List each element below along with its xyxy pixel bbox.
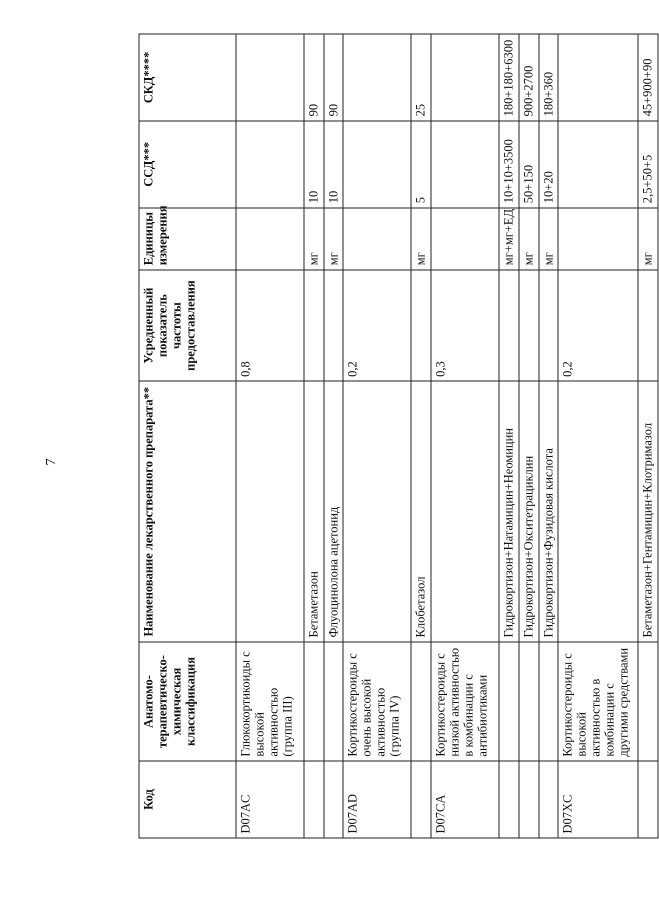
cell-freq [411, 270, 431, 382]
cell-freq: 0,2 [343, 270, 411, 382]
cell-unit [236, 208, 304, 270]
cell-drug: Клобетазол [411, 381, 431, 642]
cell-freq [304, 270, 324, 382]
cell-atc: Кортикостероиды с высокой активностью в комбинации с другими средствами [558, 642, 638, 761]
table-header-row [139, 34, 236, 838]
cell-atc: Глюкокортикоиды с высокой активностью (группа III) [236, 642, 304, 761]
cell-drug [236, 381, 304, 642]
cell-ssd [236, 121, 304, 208]
cell-code [539, 761, 559, 838]
table-row [324, 34, 344, 838]
cell-unit: мг [638, 208, 658, 270]
table-row [558, 34, 638, 838]
cell-unit [431, 208, 499, 270]
cell-skd: 45+900+90 [638, 34, 658, 121]
cell-ssd: 5 [411, 121, 431, 208]
table-row [236, 34, 304, 838]
cell-code [411, 761, 431, 838]
header-unit: Единицы измерения [139, 208, 236, 270]
cell-unit: мг [324, 208, 344, 270]
cell-atc: Кортикостероиды с низкой активностью в комбинации с антибиотиками [431, 642, 499, 761]
cell-skd: 900+2700 [519, 34, 539, 121]
cell-skd: 180+360 [539, 34, 559, 121]
cell-drug: Бетаметазон+Гентамицин+Клотримазол [638, 381, 658, 642]
header-skd: СКД**** [139, 34, 236, 121]
table-body [236, 34, 658, 838]
cell-freq [499, 270, 519, 382]
cell-freq [638, 270, 658, 382]
cell-code [499, 761, 519, 838]
cell-drug: Флуоцинолона ацетонид [324, 381, 344, 642]
cell-freq [539, 270, 559, 382]
cell-ssd: 10+10+3500 [499, 121, 519, 208]
cell-ssd: 2,5+50+5 [638, 121, 658, 208]
cell-atc [539, 642, 559, 761]
cell-skd [558, 34, 638, 121]
table-row [499, 34, 519, 838]
cell-skd: 25 [411, 34, 431, 121]
cell-atc [519, 642, 539, 761]
cell-drug: Гидрокортизон+Натамицин+Неомицин [499, 381, 519, 642]
table-row [638, 34, 658, 838]
cell-atc [499, 642, 519, 761]
cell-skd [343, 34, 411, 121]
cell-drug [431, 381, 499, 642]
cell-ssd: 10 [324, 121, 344, 208]
cell-freq: 0,2 [558, 270, 638, 382]
cell-ssd: 10+20 [539, 121, 559, 208]
cell-drug [343, 381, 411, 642]
cell-ssd [431, 121, 499, 208]
cell-unit [343, 208, 411, 270]
cell-drug: Бетаметазон [304, 381, 324, 642]
table-row [411, 34, 431, 838]
cell-code [638, 761, 658, 838]
cell-drug: Гидрокортизон+Окситетрациклин [519, 381, 539, 642]
cell-freq [324, 270, 344, 382]
cell-atc [324, 642, 344, 761]
cell-unit [558, 208, 638, 270]
cell-skd: 90 [324, 34, 344, 121]
cell-atc [304, 642, 324, 761]
cell-skd [236, 34, 304, 121]
header-drug: Наименование лекарственного препарата** [139, 381, 236, 642]
table-row [519, 34, 539, 838]
cell-unit: мг+мг+ЕД [499, 208, 519, 270]
cell-atc [638, 642, 658, 761]
cell-unit: мг [411, 208, 431, 270]
cell-ssd: 50+150 [519, 121, 539, 208]
drug-table [139, 34, 659, 839]
drug-table-sheet [139, 34, 659, 839]
table-row [539, 34, 559, 838]
cell-drug [558, 381, 638, 642]
cell-atc: Кортикостероиды с очень высокой активностью (группа IV) [343, 642, 411, 761]
cell-skd: 90 [304, 34, 324, 121]
cell-ssd: 10 [304, 121, 324, 208]
cell-unit: мг [519, 208, 539, 270]
table-row [343, 34, 411, 838]
cell-unit: мг [304, 208, 324, 270]
cell-freq: 0,3 [431, 270, 499, 382]
cell-code [519, 761, 539, 838]
cell-atc [411, 642, 431, 761]
cell-freq [519, 270, 539, 382]
cell-code [304, 761, 324, 838]
cell-freq: 0,8 [236, 270, 304, 382]
cell-ssd [558, 121, 638, 208]
header-atc: Анатомо-терапевтическо-химическая классификация [139, 642, 236, 761]
header-code: Код [139, 761, 236, 838]
cell-ssd [343, 121, 411, 208]
table-row [304, 34, 324, 838]
cell-code: D07CA [431, 761, 499, 838]
cell-code [324, 761, 344, 838]
cell-unit: мг [539, 208, 559, 270]
cell-code: D07AC [236, 761, 304, 838]
cell-code: D07XC [558, 761, 638, 838]
cell-skd [431, 34, 499, 121]
table-row [431, 34, 499, 838]
page-number: 7 [44, 458, 59, 466]
cell-code: D07AD [343, 761, 411, 838]
cell-skd: 180+180+6300 [499, 34, 519, 121]
header-ssd: ССД*** [139, 121, 236, 208]
header-freq: Усредненный показатель частоты предоставления [139, 270, 236, 382]
cell-drug: Гидрокортизон+Фузидовая кислота [539, 381, 559, 642]
